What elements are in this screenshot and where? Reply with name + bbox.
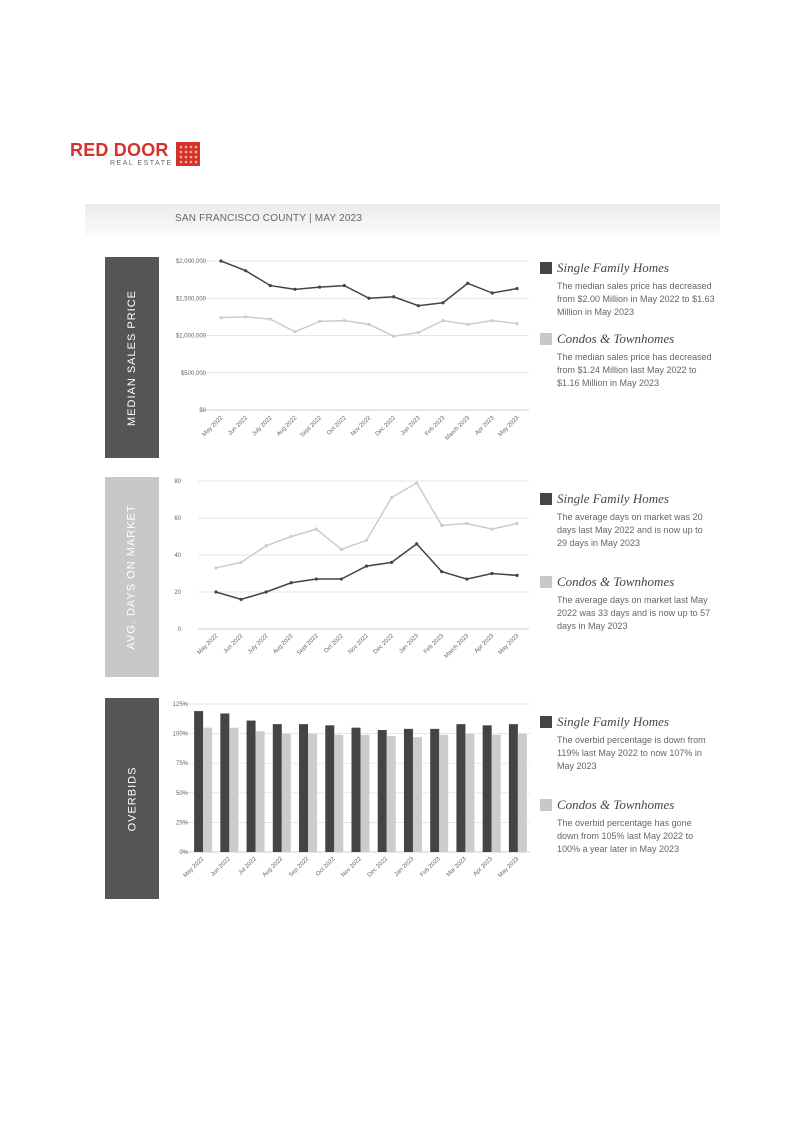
x-tick-label: Apr 2023 <box>472 856 495 878</box>
data-point <box>239 598 242 601</box>
x-tick-label: Sep 2022 <box>288 856 311 879</box>
bar <box>518 734 527 852</box>
data-point <box>214 566 217 569</box>
data-point <box>490 572 493 575</box>
y-tick-label: $1,500,000 <box>175 296 206 303</box>
data-point <box>390 496 393 499</box>
legend-swatch <box>540 716 552 728</box>
bar <box>413 737 422 852</box>
legend-description: The average days on market was 20 days last May 2022 and is now up to 29 days in May 2023 <box>557 512 703 548</box>
data-point <box>265 544 268 547</box>
data-point <box>515 287 518 290</box>
legend-swatch <box>540 262 552 274</box>
data-point <box>293 330 296 333</box>
data-point <box>367 297 370 300</box>
x-tick-label: Aug 2022 <box>261 856 285 879</box>
x-tick-label: Oct 2022 <box>323 633 345 655</box>
data-point <box>219 316 222 319</box>
x-tick-label: Sept 2022 <box>299 415 324 439</box>
x-tick-label: Oct 2022 <box>315 856 337 878</box>
legend-entry <box>540 797 715 813</box>
data-point <box>265 590 268 593</box>
bar <box>439 735 448 852</box>
data-point <box>440 570 443 573</box>
series-line <box>216 544 517 600</box>
series-line <box>221 317 517 336</box>
data-point <box>340 577 343 580</box>
report-title: SAN FRANCISCO COUNTY | MAY 2023 <box>175 213 363 224</box>
y-tick-label: $1,000,000 <box>175 333 206 340</box>
legend-price <box>540 260 715 390</box>
x-tick-label: Feb 2023 <box>424 415 447 438</box>
x-tick-label: Oct 2022 <box>326 415 348 437</box>
data-point <box>214 590 217 593</box>
brand-subtitle: REAL ESTATE <box>110 160 173 167</box>
x-tick-label: July 2022 <box>251 415 274 438</box>
data-point <box>367 323 370 326</box>
bar <box>203 728 212 852</box>
data-point <box>340 548 343 551</box>
x-tick-label: March 2023 <box>443 633 471 660</box>
data-point <box>490 528 493 531</box>
data-point <box>219 259 222 262</box>
section-label: OVERBIDS <box>126 766 139 831</box>
data-point <box>365 565 368 568</box>
x-tick-label: Jun 2022 <box>210 856 232 878</box>
y-tick-label: 40 <box>174 553 181 559</box>
legend-entry <box>540 714 715 730</box>
x-tick-label: May 2022 <box>196 633 220 657</box>
bar <box>465 734 474 852</box>
x-tick-label: Dec 2022 <box>372 633 395 656</box>
x-tick-label: Jun 2022 <box>227 415 250 437</box>
bar <box>387 736 396 852</box>
x-tick-label: Nov 2022 <box>350 415 373 438</box>
legend-title: Single Family Homes <box>557 491 669 506</box>
x-tick-label: Dec 2022 <box>366 856 390 879</box>
y-tick-label: 25% <box>175 820 188 827</box>
data-point <box>491 319 494 322</box>
x-tick-label: May 2023 <box>497 633 521 657</box>
data-point <box>239 561 242 564</box>
data-point <box>515 574 518 577</box>
data-point <box>244 269 247 272</box>
x-tick-label: Dec 2022 <box>374 415 398 438</box>
data-point <box>415 542 418 545</box>
bar <box>247 721 256 852</box>
x-tick-label: May 2023 <box>497 415 521 439</box>
legend-swatch <box>540 576 552 588</box>
y-tick-label: $0 <box>199 408 206 414</box>
y-tick-label: 100% <box>172 731 188 738</box>
y-tick-label: 50% <box>175 790 188 797</box>
x-tick-label: Apr 2023 <box>474 415 496 437</box>
bar <box>378 730 387 852</box>
data-point <box>417 304 420 307</box>
data-point <box>244 315 247 318</box>
y-tick-label: $500,000 <box>180 370 206 377</box>
legend-title: Condos & Townhomes <box>557 331 675 346</box>
data-point <box>491 291 494 294</box>
data-point <box>269 318 272 321</box>
x-tick-label: Mar 2023 <box>445 856 468 879</box>
bar <box>194 711 203 852</box>
data-point <box>315 577 318 580</box>
x-tick-label: July 2022 <box>247 633 270 656</box>
x-tick-label: Feb 2023 <box>422 633 446 656</box>
bar <box>256 731 265 852</box>
data-point <box>441 319 444 322</box>
bar <box>430 729 439 852</box>
x-tick-label: Sept 2022 <box>296 633 320 657</box>
bar <box>509 724 518 852</box>
legend-description: The overbid percentage has gone down from 105% last May 2022 to 100% a year later in May 2023 <box>557 818 694 854</box>
data-point <box>390 561 393 564</box>
data-point <box>515 522 518 525</box>
bar <box>456 724 465 852</box>
data-point <box>466 282 469 285</box>
bar <box>220 713 229 852</box>
x-tick-label: Aug 2022 <box>272 633 295 656</box>
y-tick-label: 0% <box>179 850 188 856</box>
legend-swatch <box>540 799 552 811</box>
data-point <box>441 301 444 304</box>
data-point <box>440 524 443 527</box>
legend-entry <box>540 260 715 276</box>
bar <box>308 734 317 852</box>
y-tick-label: 75% <box>175 761 188 768</box>
legend-description: The median sales price has decreased from $2.00 Million in May 2022 to $1.63 Million in May 2023 <box>557 281 715 317</box>
y-tick-label: 80 <box>174 479 181 485</box>
data-point <box>343 284 346 287</box>
x-tick-label: Jan 2023 <box>398 633 421 655</box>
data-point <box>415 481 418 484</box>
data-point <box>515 322 518 325</box>
y-tick-label: 60 <box>174 516 181 522</box>
y-tick-label: 0 <box>177 627 181 633</box>
legend-entry <box>540 491 715 507</box>
legend-entry <box>540 331 715 347</box>
data-point <box>318 320 321 323</box>
x-tick-label: May 2022 <box>182 856 206 880</box>
data-point <box>392 295 395 298</box>
y-tick-label: 20 <box>174 590 181 596</box>
y-tick-label: 125% <box>172 702 188 708</box>
x-tick-label: Nov 2022 <box>340 856 363 879</box>
bar <box>299 724 308 852</box>
data-point <box>465 522 468 525</box>
legend-dom <box>540 491 715 633</box>
x-tick-label: Apr 2023 <box>473 633 496 655</box>
data-point <box>465 577 468 580</box>
data-point <box>365 539 368 542</box>
legend-title: Condos & Townhomes <box>557 574 675 589</box>
x-tick-label: Jan 2023 <box>400 415 422 437</box>
data-point <box>466 323 469 326</box>
legend-description: The median sales price has decreased from $1.24 Million last May 2022 to $1.16 Million in May 2023 <box>557 352 712 388</box>
legend-swatch <box>540 333 552 345</box>
section-label: AVG. DAYS ON MARKET <box>126 504 138 650</box>
x-tick-label: Jul 2022 <box>237 856 258 877</box>
bar <box>483 725 492 852</box>
data-point <box>290 581 293 584</box>
legend-title: Condos & Townhomes <box>557 797 675 812</box>
bar <box>273 724 282 852</box>
data-point <box>417 331 420 334</box>
bar <box>334 735 343 852</box>
x-tick-label: Jun 2022 <box>222 633 245 655</box>
x-tick-label: May 2023 <box>497 856 521 880</box>
legend-description: The average days on market last May 2022 was 33 days and is now up to 57 days in May 2023 <box>557 595 711 631</box>
section-label: MEDIAN SALES PRICE <box>126 289 139 426</box>
data-point <box>343 319 346 322</box>
legend-title: Single Family Homes <box>557 260 669 275</box>
legend-entry <box>540 574 715 590</box>
data-point <box>315 528 318 531</box>
data-point <box>318 285 321 288</box>
x-tick-label: March 2023 <box>444 415 472 442</box>
bar <box>361 735 370 852</box>
x-tick-label: Feb 2023 <box>419 856 442 879</box>
bar <box>352 728 361 852</box>
legend-overbids <box>540 714 715 856</box>
x-tick-label: Nov 2022 <box>347 633 370 656</box>
legend-description: The overbid percentage is down from 119% last May 2022 to now 107% in May 2023 <box>557 735 706 771</box>
data-point <box>392 335 395 338</box>
bar <box>229 728 238 852</box>
bar <box>492 735 501 852</box>
bar <box>282 734 291 852</box>
legend-swatch <box>540 493 552 505</box>
data-point <box>269 284 272 287</box>
x-tick-label: Jan 2023 <box>393 856 416 878</box>
y-tick-label: $2,000,000 <box>175 259 206 265</box>
x-tick-label: Aug 2022 <box>275 415 299 438</box>
legend-title: Single Family Homes <box>557 714 669 729</box>
bar <box>325 725 334 852</box>
bar <box>404 729 413 852</box>
data-point <box>293 288 296 291</box>
brand-name: RED DOOR <box>70 140 169 160</box>
data-point <box>290 535 293 538</box>
x-tick-label: May 2022 <box>201 415 225 439</box>
